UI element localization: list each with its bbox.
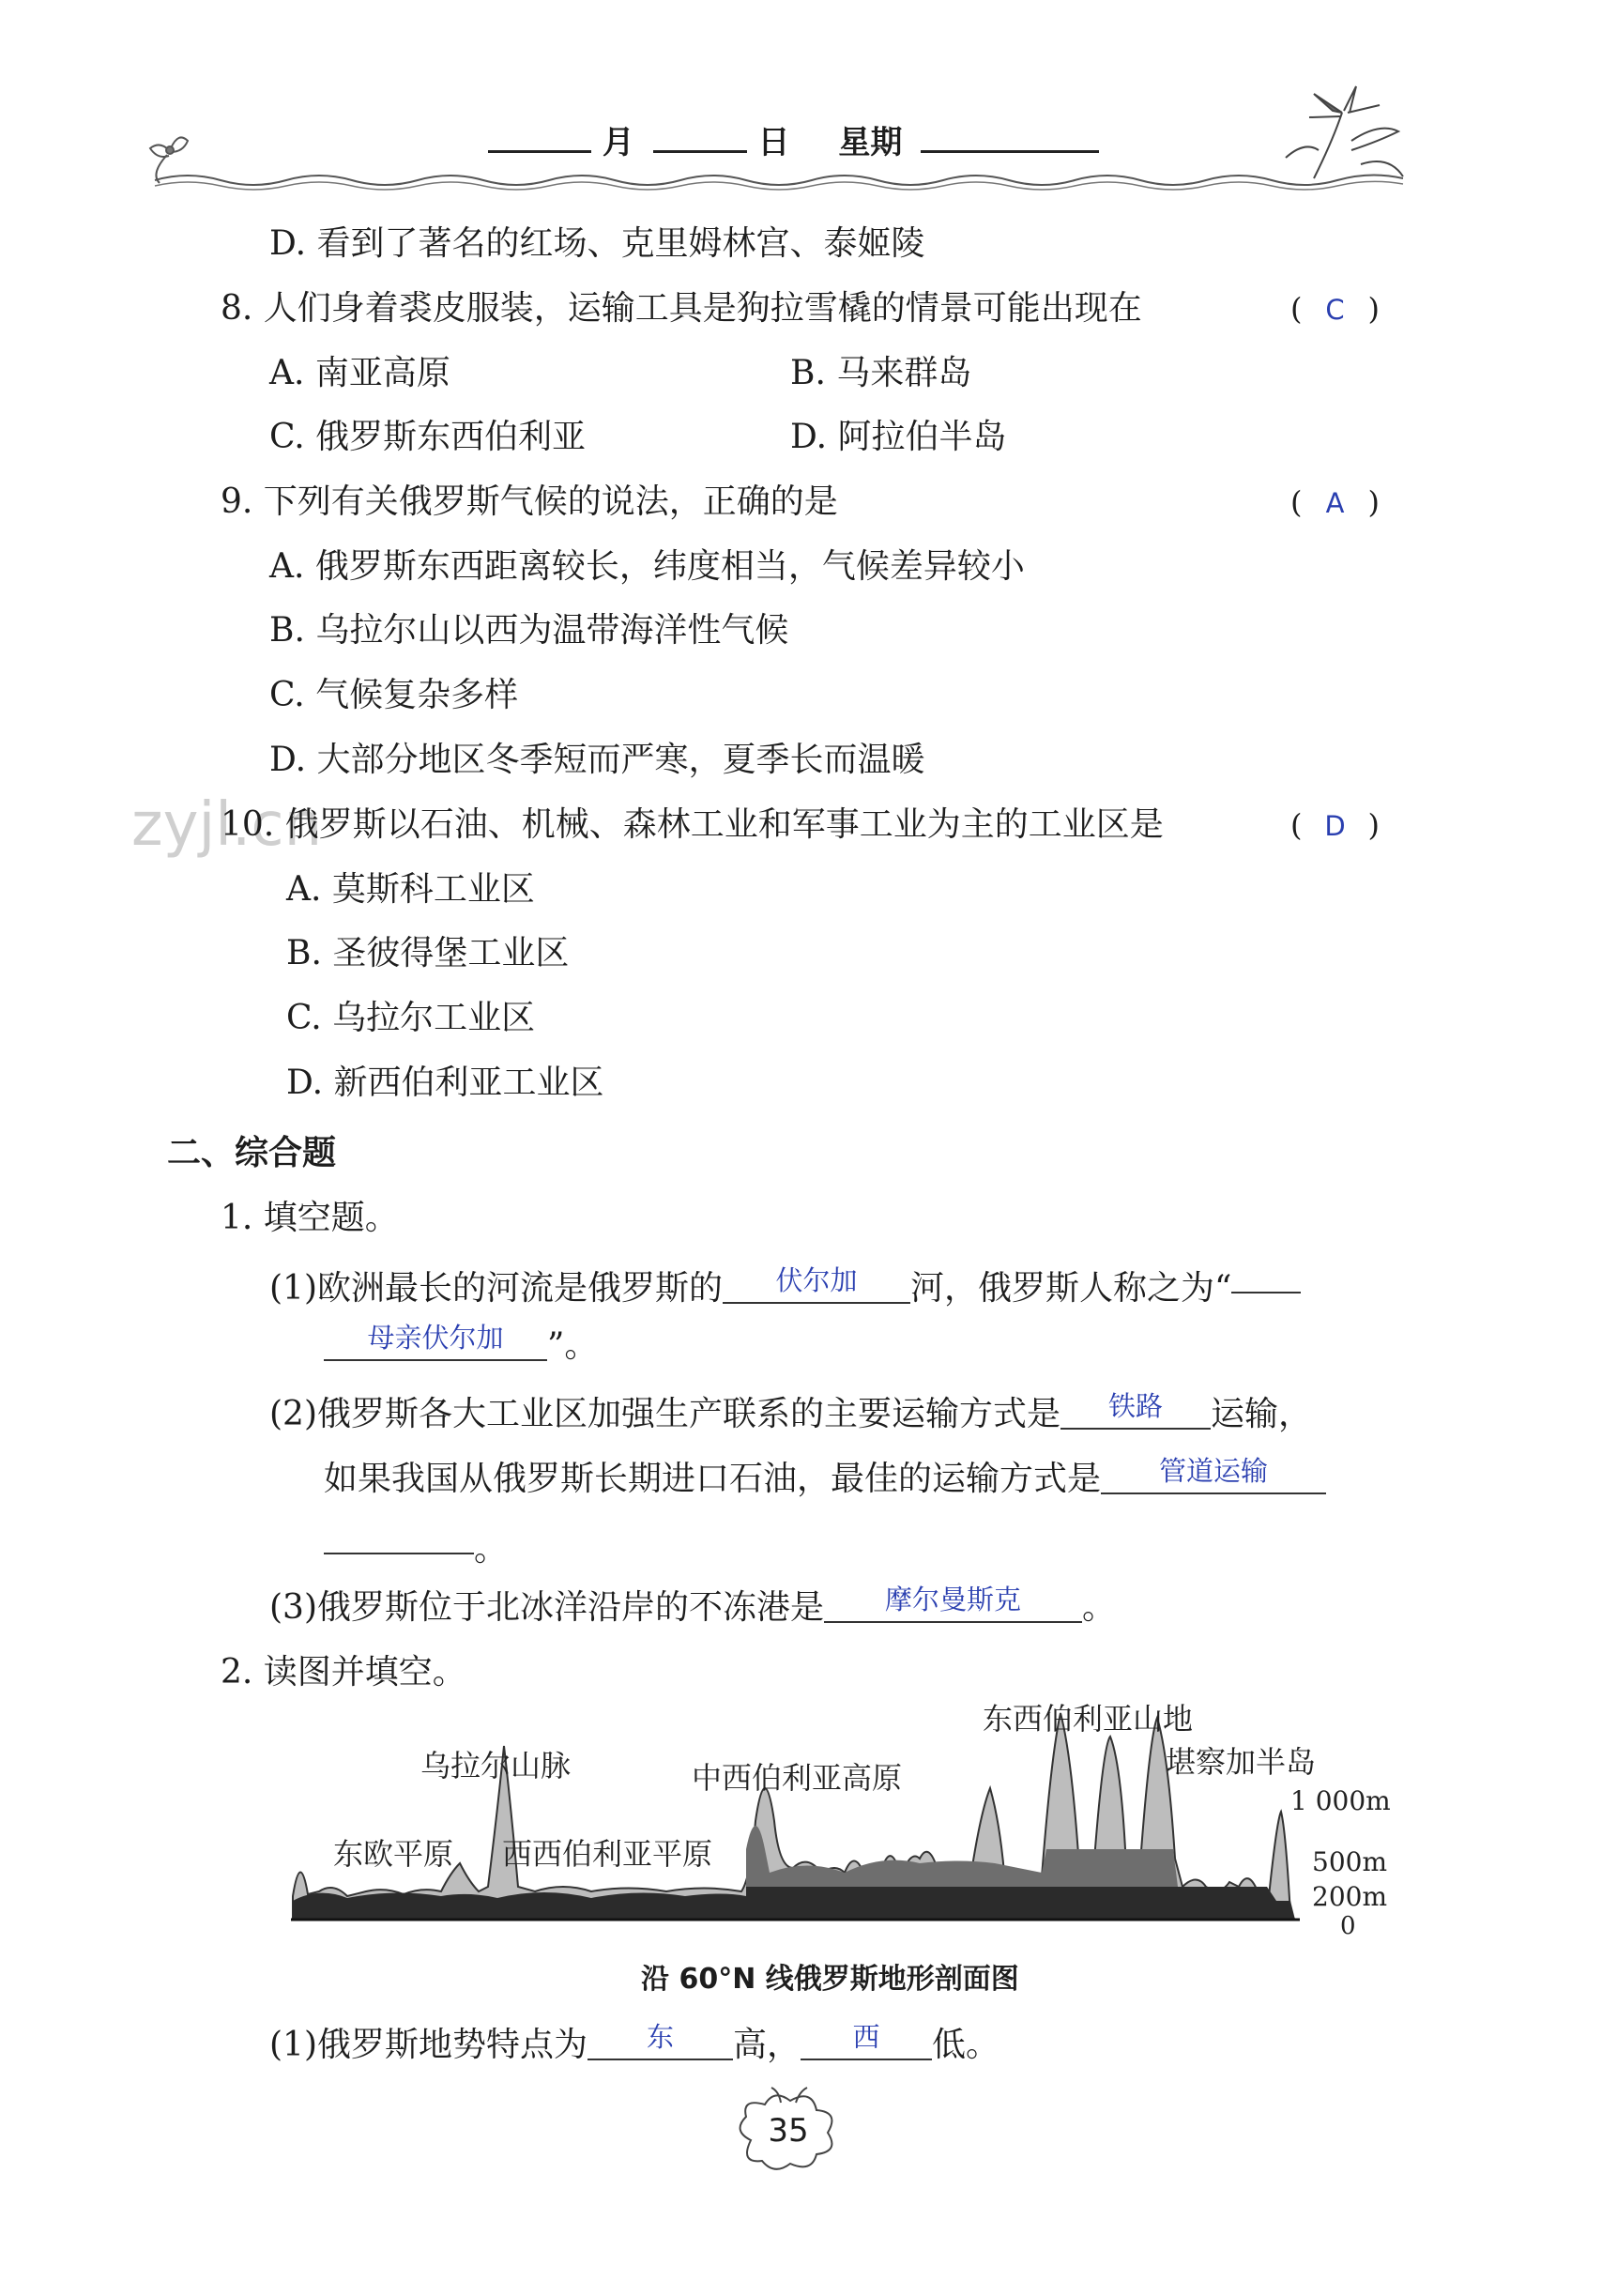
label-west-siberian-plain: 西西伯利亚平原 bbox=[502, 1836, 713, 1872]
q8-answer-paren: ( C ) bbox=[1290, 286, 1380, 332]
p1-s3-answer: 摩尔曼斯克 bbox=[884, 1584, 1021, 1615]
terrain-silhouette bbox=[291, 1713, 1300, 1920]
p2-s1-pre: (1)俄罗斯地势特点为 bbox=[269, 2026, 587, 2064]
q10-option-b: B. 圣彼得堡工业区 bbox=[286, 934, 570, 972]
label-central-siberian-plateau: 中西伯利亚高原 bbox=[692, 1760, 903, 1796]
p2-s1-mid: 高， bbox=[733, 2026, 801, 2064]
weekday-blank[interactable] bbox=[921, 122, 1099, 153]
p2-s1-line bbox=[269, 2023, 999, 2068]
q9-option-b: B. 乌拉尔山以西为温带海洋性气候 bbox=[269, 611, 789, 650]
p1-s1-line1 bbox=[269, 1260, 1301, 1311]
p1-s1-answer1: 伏尔加 bbox=[775, 1264, 858, 1296]
weekday-label: 星期 bbox=[838, 124, 903, 161]
p1-s2-line2-text: 如果我国从俄罗斯长期进口石油，最佳的运输方式是 bbox=[324, 1460, 1102, 1498]
label-east-siberian-highlands: 东西伯利亚山地 bbox=[983, 1701, 1194, 1737]
q9-option-d: D. 大部分地区冬季短而严寒，夏季长而温暖 bbox=[269, 741, 925, 779]
page-number: 35 bbox=[768, 2112, 809, 2150]
q8-answer: C bbox=[1325, 294, 1345, 326]
p2-s1-answer2: 西 bbox=[852, 2021, 880, 2053]
p1-s2-answer2: 管道运输 bbox=[1159, 1455, 1269, 1487]
p1-s2-answer1: 铁路 bbox=[1107, 1390, 1163, 1422]
p1-s2-blank2-cont[interactable] bbox=[324, 1515, 474, 1554]
label-east-european-plain: 东欧平原 bbox=[333, 1836, 454, 1872]
month-label: 月 bbox=[602, 124, 634, 161]
q10-option-d: D. 新西伯利亚工业区 bbox=[286, 1064, 604, 1102]
q8-option-c: C. 俄罗斯东西伯利亚 bbox=[269, 418, 587, 456]
tick-200m: 200m bbox=[1312, 1881, 1387, 1912]
p1-s1-line2 bbox=[324, 1324, 598, 1369]
month-blank[interactable] bbox=[488, 122, 591, 153]
p1-s2-blank2[interactable] bbox=[1101, 1455, 1326, 1494]
p1-s1-blank2[interactable] bbox=[324, 1322, 547, 1361]
p2-s1-blank1[interactable] bbox=[587, 2021, 733, 2060]
q9-answer-paren: ( A ) bbox=[1290, 480, 1380, 526]
p1-s3-blank[interactable] bbox=[824, 1584, 1082, 1623]
p1-s1-blank2-start[interactable] bbox=[1231, 1254, 1301, 1293]
p2-s1-answer1: 东 bbox=[646, 2021, 674, 2053]
tick-0: 0 bbox=[1340, 1912, 1356, 1940]
header-decoration bbox=[0, 0, 1602, 197]
q9-answer: A bbox=[1325, 487, 1345, 519]
section-title: 二、综合题 bbox=[167, 1134, 337, 1172]
chart-caption: 沿 60°N 线俄罗斯地形剖面图 bbox=[641, 1963, 1019, 1996]
p1-s1-pre: (1)欧洲最长的河流是俄罗斯的 bbox=[269, 1269, 723, 1308]
q8-option-b: B. 马来群岛 bbox=[790, 354, 972, 392]
q9-stem: 9. 下列有关俄罗斯气候的说法，正确的是 bbox=[221, 482, 838, 521]
p2-stem: 2. 读图并填空。 bbox=[221, 1653, 466, 1691]
p1-s1-blank1[interactable] bbox=[723, 1264, 910, 1304]
label-ural-mountains: 乌拉尔山脉 bbox=[420, 1748, 572, 1783]
p1-stem: 1. 填空题。 bbox=[221, 1199, 399, 1237]
label-kamchatka-peninsula: 堪察加半岛 bbox=[1166, 1744, 1317, 1780]
p2-s1-end: 低。 bbox=[932, 2026, 1000, 2064]
bird-of-paradise-icon bbox=[1286, 86, 1403, 178]
p1-s2-line1 bbox=[269, 1392, 1312, 1437]
p1-s1-mid: 河，俄罗斯人称之为“ bbox=[910, 1269, 1232, 1308]
q9-option-c: C. 气候复杂多样 bbox=[269, 676, 519, 714]
page-header bbox=[0, 0, 1602, 197]
p1-s2-mid: 运输， bbox=[1211, 1395, 1313, 1433]
p1-s2-pre: (2)俄罗斯各大工业区加强生产联系的主要运输方式是 bbox=[269, 1395, 1060, 1433]
p1-s1-end: ”。 bbox=[547, 1326, 599, 1365]
watermark: zyjl.cn bbox=[131, 790, 323, 860]
q7-option-d: D. 看到了著名的红场、克里姆林宫、泰姬陵 bbox=[269, 224, 925, 263]
day-blank[interactable] bbox=[653, 122, 747, 153]
date-line bbox=[488, 116, 1099, 162]
q8-option-a: A. 南亚高原 bbox=[269, 354, 450, 392]
p1-s1-answer2: 母亲伏尔加 bbox=[367, 1322, 504, 1354]
tick-500m: 500m bbox=[1312, 1846, 1387, 1877]
p1-s2-blank1[interactable] bbox=[1060, 1390, 1211, 1430]
q9-option-a: A. 俄罗斯东西距离较长，纬度相当，气候差异较小 bbox=[269, 547, 1025, 586]
terrain-profile-chart bbox=[282, 1699, 1483, 1952]
q10-option-c: C. 乌拉尔工业区 bbox=[286, 999, 536, 1037]
p2-s1-blank2[interactable] bbox=[801, 2021, 932, 2060]
page-number-badge bbox=[723, 2084, 854, 2178]
day-label: 日 bbox=[757, 124, 790, 161]
q8-option-d: D. 阿拉伯半岛 bbox=[790, 418, 1007, 456]
q10-answer: D bbox=[1324, 810, 1346, 842]
q10-option-a: A. 莫斯科工业区 bbox=[286, 870, 535, 909]
p1-s3-line bbox=[269, 1585, 1116, 1630]
tick-1000m: 1 000m bbox=[1290, 1785, 1391, 1816]
p1-s2-end: 。 bbox=[474, 1530, 509, 1569]
p1-s2-line3 bbox=[324, 1521, 508, 1572]
p1-s3-pre: (3)俄罗斯位于北冰洋沿岸的不冻港是 bbox=[269, 1588, 824, 1627]
p1-s2-line2 bbox=[324, 1457, 1326, 1502]
q8-stem: 8. 人们身着裘皮服装，运输工具是狗拉雪橇的情景可能出现在 bbox=[221, 289, 1142, 328]
p1-s3-end: 。 bbox=[1082, 1588, 1117, 1627]
q10-answer-paren: ( D ) bbox=[1290, 803, 1380, 849]
q10-stem: 10. 俄罗斯以石油、机械、森林工业和军事工业为主的工业区是 bbox=[221, 805, 1164, 844]
